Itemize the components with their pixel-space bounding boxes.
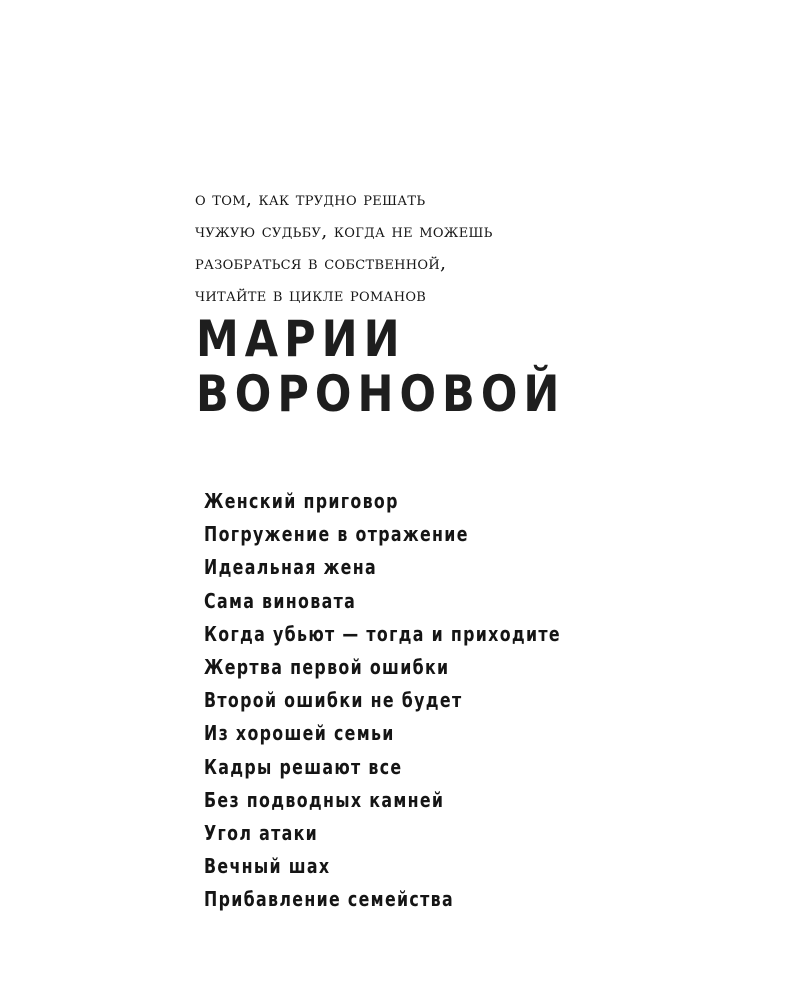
book-title: Сама виновата (204, 588, 357, 613)
book-title: Погружение в отражение (204, 522, 469, 547)
book-title: Из хорошей семьи (204, 721, 395, 746)
intro-line-3: разобраться в собственной, (195, 252, 447, 274)
book-title: Второй ошибки не будет (204, 688, 463, 713)
book-title: Кадры решают все (204, 754, 403, 779)
intro-line-1: о том, как трудно решать (195, 188, 426, 210)
author-name-line-2: ВОРОНОВОЙ (196, 365, 566, 423)
intro-line-4: читайте в цикле романов (195, 284, 427, 306)
book-title: Угол атаки (204, 821, 319, 846)
author-name-line-1: МАРИИ (196, 310, 406, 368)
series-intro (195, 183, 615, 311)
book-title: Жертва первой ошибки (204, 655, 450, 680)
book-title: Прибавление семейства (204, 887, 454, 912)
book-title: Идеальная жена (204, 555, 377, 580)
intro-line-2: чужую судьбу, когда не можешь (195, 220, 493, 242)
book-title: Вечный шах (204, 854, 331, 879)
author-name (196, 312, 565, 422)
book-title: Женский приговор (204, 489, 399, 513)
book-list (204, 485, 561, 917)
book-title: Когда убьют — тогда и приходите (204, 621, 561, 646)
book-title: Без подводных камней (204, 787, 445, 812)
